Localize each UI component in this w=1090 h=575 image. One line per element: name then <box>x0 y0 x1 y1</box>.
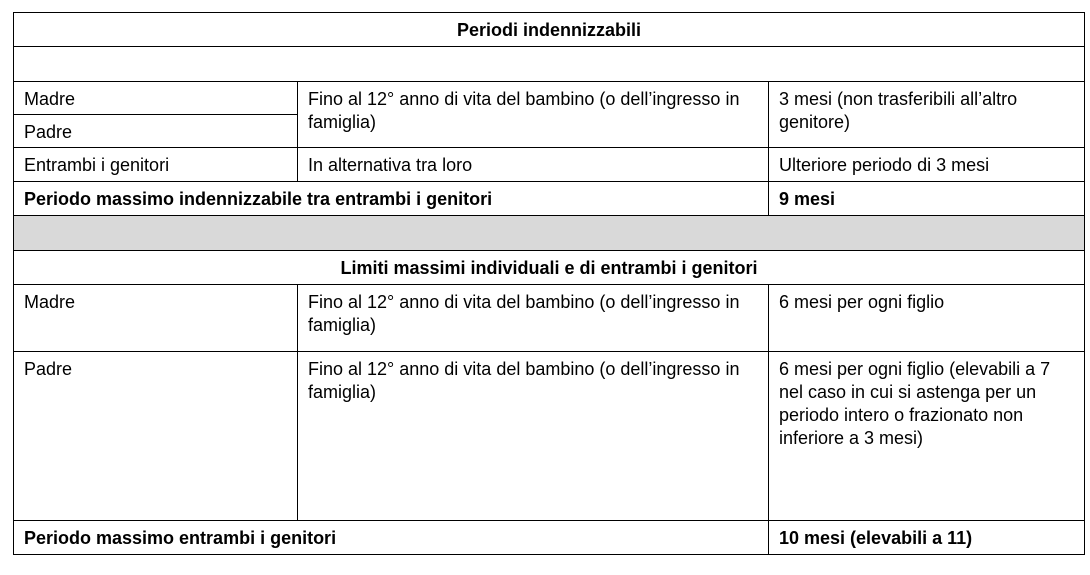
limit-who-padre: Padre <box>14 352 298 521</box>
section2-total-value: 10 mesi (elevabili a 11) <box>769 521 1085 555</box>
section2-total-label: Periodo massimo entrambi i genitori <box>14 521 769 555</box>
limit-duration-padre: 6 mesi per ogni figlio (elevabili a 7 nel caso in cui si astenga per un periodo intero o frazionato non inferiore a 3 mesi) <box>769 352 1085 521</box>
row-when-entrambi: In alternativa tra loro <box>298 148 769 182</box>
separator-row <box>14 216 1085 251</box>
row-duration-madre-padre: 3 mesi (non trasferibili all’altro genitore) <box>769 82 1085 148</box>
section1-total-value: 9 mesi <box>769 182 1085 216</box>
limit-when-madre: Fino al 12° anno di vita del bambino (o dell’ingresso in famiglia) <box>298 285 769 352</box>
row-duration-entrambi: Ulteriore periodo di 3 mesi <box>769 148 1085 182</box>
row-who-entrambi: Entrambi i genitori <box>14 148 298 182</box>
section2-title: Limiti massimi individuali e di entrambi i genitori <box>14 251 1085 285</box>
row-who-madre: Madre <box>14 82 298 115</box>
row-when-madre-padre: Fino al 12° anno di vita del bambino (o dell’ingresso in famiglia) <box>298 82 769 148</box>
row-who-padre: Padre <box>14 115 298 148</box>
limit-duration-madre: 6 mesi per ogni figlio <box>769 285 1085 352</box>
limit-who-madre: Madre <box>14 285 298 352</box>
leave-periods-table <box>13 12 1085 555</box>
limit-when-padre: Fino al 12° anno di vita del bambino (o dell’ingresso in famiglia) <box>298 352 769 521</box>
empty-row <box>14 47 1085 82</box>
section1-title: Periodi indennizzabili <box>14 13 1085 47</box>
section1-total-label: Periodo massimo indennizzabile tra entrambi i genitori <box>14 182 769 216</box>
